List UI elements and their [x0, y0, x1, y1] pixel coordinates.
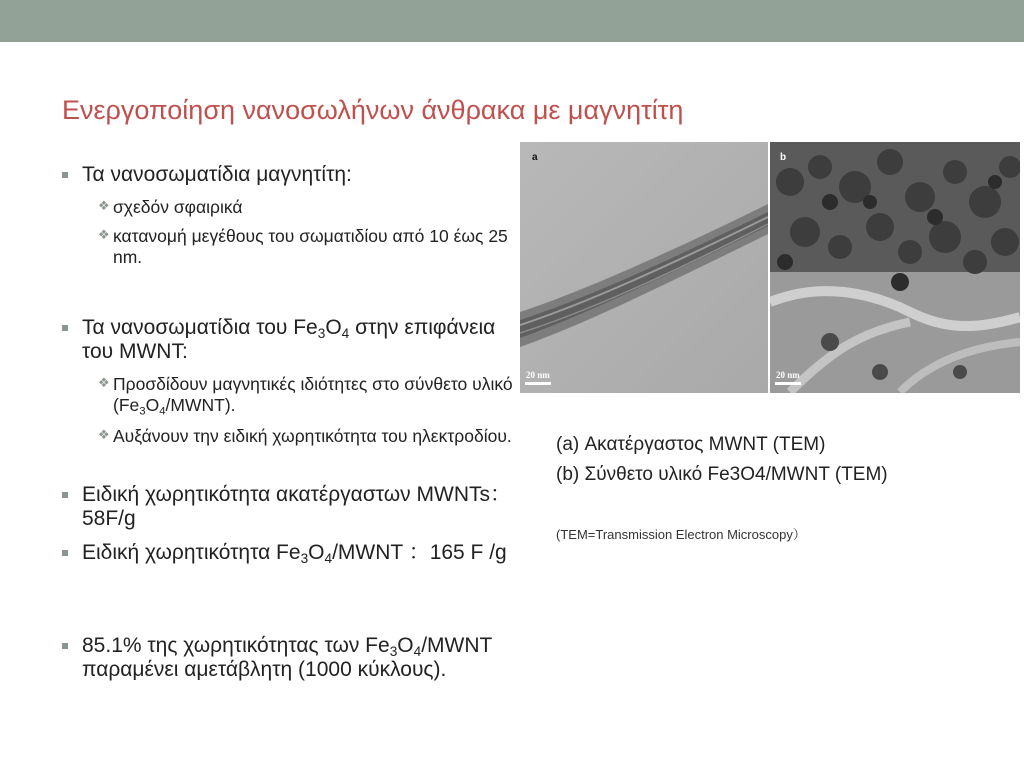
tem-image-a: [520, 142, 768, 393]
bullet-text: 85.1% της χωρητικότητας των $Fe_3O_4$/MWNT παραμένει αμετάβλητη (1000 κύκλους).: [82, 634, 492, 681]
bullet-fe3o4-surface: [62, 316, 522, 364]
sub-bullet-text: σχεδόν σφαιρικά: [113, 197, 243, 217]
square-bullet-icon: [62, 172, 68, 178]
sub-bullet-text: κατανομή μεγέθους του σωματιδίου από 10 έως 25 nm.: [113, 226, 508, 267]
diamond-bullet-icon: ❖: [98, 427, 110, 442]
top-band: [0, 0, 1024, 42]
tem-image-b: [770, 142, 1020, 393]
bullet-text: Ειδική χωρητικότητα ακατέργαστων MWNTs：58F/g: [82, 483, 511, 530]
caption-b: (b) Σύνθετο υλικό Fe3O4/MWNT (TEM): [556, 464, 888, 485]
sub-bullet-text: Αυξάνουν την ειδική χωρητικότητα του ηλεκτροδίου.: [113, 426, 512, 446]
bullet-text: Ειδική χωρητικότητα $Fe_3O_4$/MWNT ：165 F /g: [82, 541, 507, 567]
sub-bullet-magnetic: [98, 374, 523, 416]
sub-bullet-text: Προσδίδουν μαγνητικές ιδιότητες στο σύνθετο υλικό $(Fe_3O_4/MWNT)$.: [113, 374, 513, 418]
sub-bullet-size-distribution: [98, 226, 518, 268]
square-bullet-icon: [62, 550, 68, 556]
panel-label-a: a: [532, 152, 538, 163]
sub-bullet-capacity: [98, 426, 528, 447]
tem-abbreviation-note: (TEM=Transmission Electron Microscopy）: [556, 527, 806, 542]
square-bullet-icon: [62, 492, 68, 498]
bullet-nanoparticles: [62, 163, 532, 187]
bullet-raw-capacity: [62, 483, 532, 531]
scale-bar-label-b: 20 nm: [776, 370, 800, 380]
diamond-bullet-icon: ❖: [98, 227, 110, 242]
bullet-retention: [62, 634, 532, 682]
scale-bar-label-a: 20 nm: [526, 370, 550, 380]
square-bullet-icon: [62, 643, 68, 649]
bullet-text: Τα νανοσωματίδια του $Fe_3O_4$ στην επιφάνεια του MWNT:: [82, 316, 496, 363]
diamond-bullet-icon: ❖: [98, 375, 110, 390]
sub-bullet-spherical: [98, 197, 538, 218]
square-bullet-icon: [62, 325, 68, 331]
bullet-text: Τα νανοσωματίδια μαγνητίτη:: [82, 163, 352, 186]
panel-label-b: b: [780, 152, 787, 163]
bullet-composite-capacity: [62, 541, 532, 565]
slide-title: Ενεργοποίηση νανοσωλήνων άνθρακα με μαγνητίτη: [62, 95, 684, 125]
diamond-bullet-icon: ❖: [98, 198, 110, 213]
caption-a: (a) Ακατέργαστος MWNT (TEM): [556, 434, 826, 455]
